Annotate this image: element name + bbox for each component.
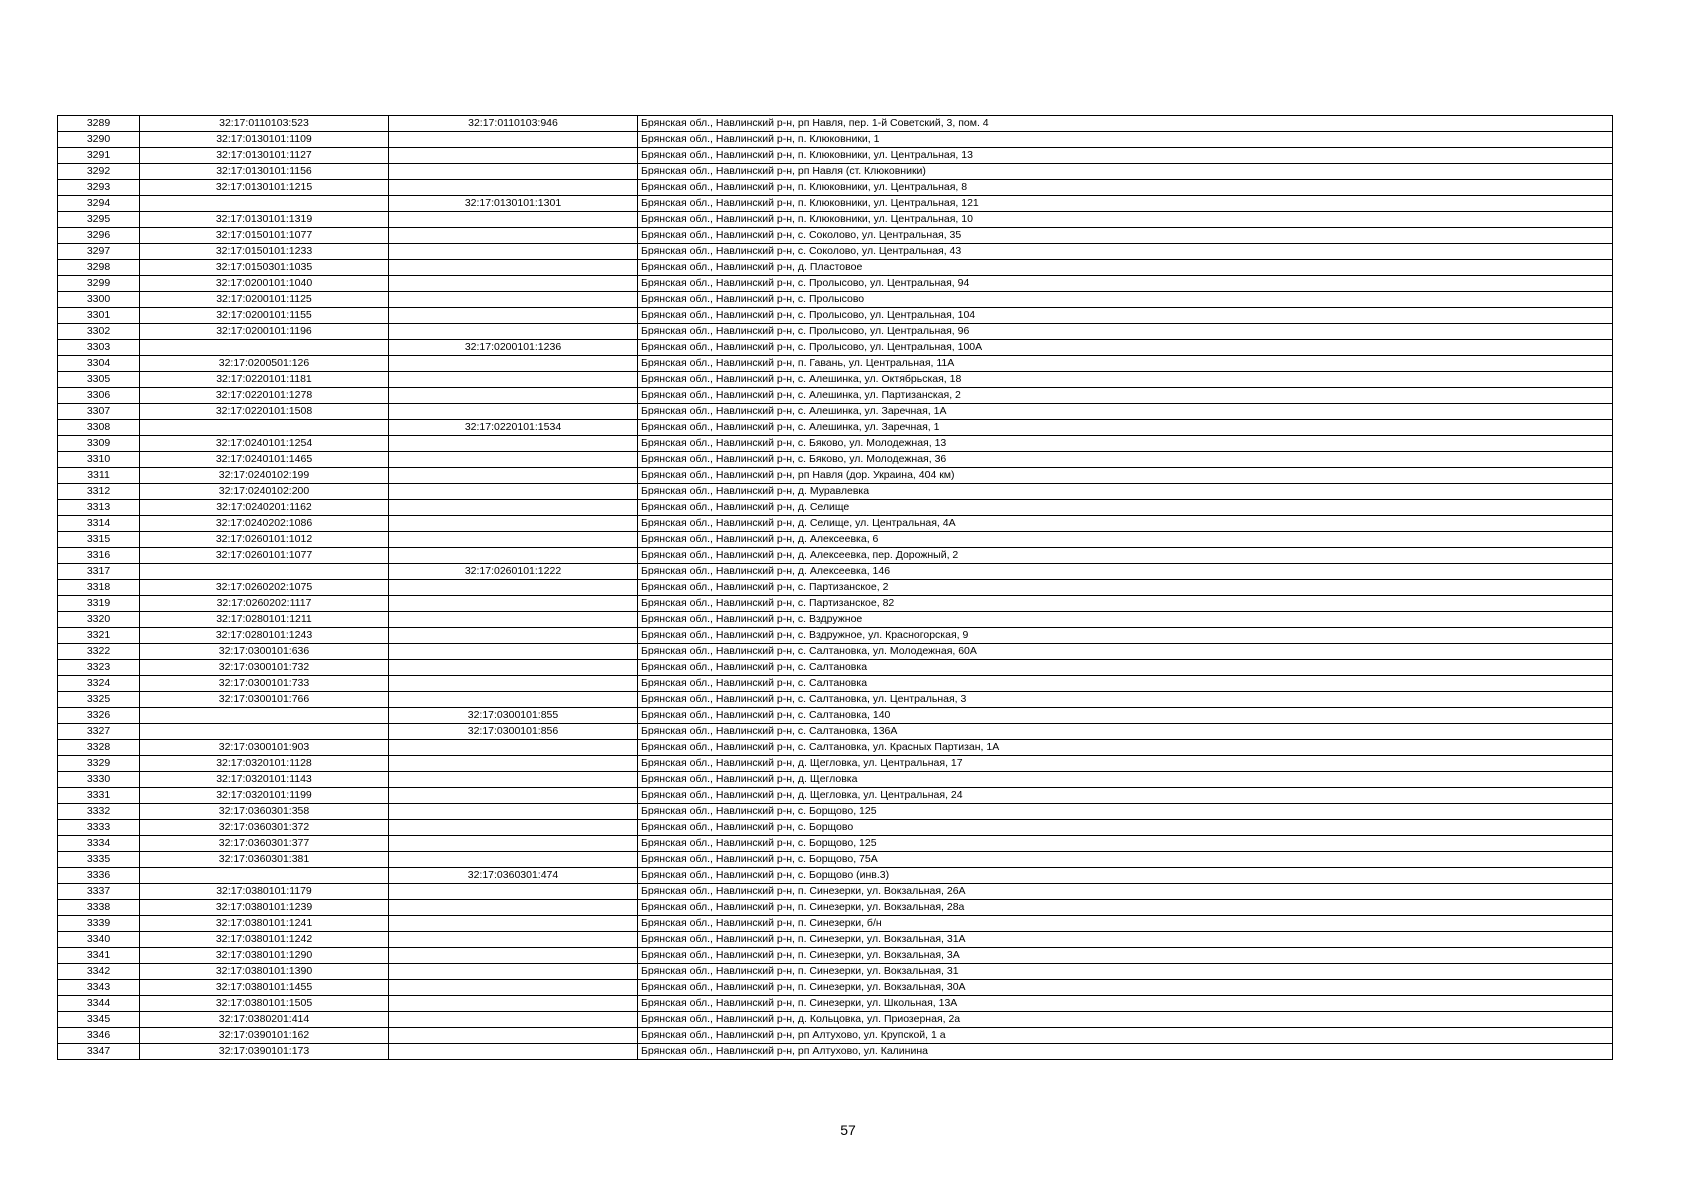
address-cell: Брянская обл., Навлинский р-н, с. Пролысово — [638, 292, 1613, 308]
row-number-cell: 3300 — [58, 292, 140, 308]
table-row — [58, 196, 1613, 212]
address-cell: Брянская обл., Навлинский р-н, д. Селище — [638, 500, 1613, 516]
linked-cadastral-number-cell — [389, 884, 638, 900]
table-row — [58, 1028, 1613, 1044]
linked-cadastral-number-cell — [389, 132, 638, 148]
table-row — [58, 596, 1613, 612]
row-number-cell: 3319 — [58, 596, 140, 612]
address-cell: Брянская обл., Навлинский р-н, п. Синезерки, б/н — [638, 916, 1613, 932]
address-cell: Брянская обл., Навлинский р-н, с. Пролысово, ул. Центральная, 96 — [638, 324, 1613, 340]
linked-cadastral-number-cell — [389, 804, 638, 820]
cadastral-number-cell: 32:17:0220101:1278 — [140, 388, 389, 404]
linked-cadastral-number-cell — [389, 788, 638, 804]
linked-cadastral-number-cell — [389, 1044, 638, 1060]
table-row — [58, 996, 1613, 1012]
table-row — [58, 932, 1613, 948]
table-row — [58, 964, 1613, 980]
row-number-cell: 3317 — [58, 564, 140, 580]
row-number-cell: 3339 — [58, 916, 140, 932]
cadastral-number-cell: 32:17:0220101:1181 — [140, 372, 389, 388]
cadastral-number-cell: 32:17:0380101:1242 — [140, 932, 389, 948]
address-cell: Брянская обл., Навлинский р-н, с. Салтановка, 140 — [638, 708, 1613, 724]
cadastral-number-cell: 32:17:0260101:1012 — [140, 532, 389, 548]
row-number-cell: 3324 — [58, 676, 140, 692]
table-row — [58, 564, 1613, 580]
address-cell: Брянская обл., Навлинский р-н, п. Синезерки, ул. Вокзальная, 30А — [638, 980, 1613, 996]
row-number-cell: 3307 — [58, 404, 140, 420]
cadastral-number-cell: 32:17:0360301:381 — [140, 852, 389, 868]
table-row — [58, 868, 1613, 884]
row-number-cell: 3329 — [58, 756, 140, 772]
cadastral-number-cell: 32:17:0320101:1143 — [140, 772, 389, 788]
table-row — [58, 356, 1613, 372]
linked-cadastral-number-cell — [389, 484, 638, 500]
row-number-cell: 3318 — [58, 580, 140, 596]
row-number-cell: 3330 — [58, 772, 140, 788]
cadastral-number-cell: 32:17:0200101:1125 — [140, 292, 389, 308]
row-number-cell: 3298 — [58, 260, 140, 276]
row-number-cell: 3304 — [58, 356, 140, 372]
table-row — [58, 212, 1613, 228]
table-row — [58, 548, 1613, 564]
table-row — [58, 260, 1613, 276]
address-cell: Брянская обл., Навлинский р-н, с. Алешинка, ул. Партизанская, 2 — [638, 388, 1613, 404]
linked-cadastral-number-cell: 32:17:0220101:1534 — [389, 420, 638, 436]
linked-cadastral-number-cell — [389, 740, 638, 756]
cadastral-number-cell: 32:17:0240102:200 — [140, 484, 389, 500]
table-row — [58, 340, 1613, 356]
row-number-cell: 3292 — [58, 164, 140, 180]
linked-cadastral-number-cell — [389, 852, 638, 868]
row-number-cell: 3291 — [58, 148, 140, 164]
address-cell: Брянская обл., Навлинский р-н, п. Клюковники, ул. Центральная, 10 — [638, 212, 1613, 228]
row-number-cell: 3306 — [58, 388, 140, 404]
linked-cadastral-number-cell — [389, 628, 638, 644]
cadastral-number-cell — [140, 420, 389, 436]
linked-cadastral-number-cell — [389, 148, 638, 164]
row-number-cell: 3338 — [58, 900, 140, 916]
row-number-cell: 3344 — [58, 996, 140, 1012]
linked-cadastral-number-cell — [389, 580, 638, 596]
linked-cadastral-number-cell: 32:17:0300101:855 — [389, 708, 638, 724]
row-number-cell: 3342 — [58, 964, 140, 980]
linked-cadastral-number-cell — [389, 468, 638, 484]
table-row — [58, 148, 1613, 164]
linked-cadastral-number-cell — [389, 948, 638, 964]
address-cell: Брянская обл., Навлинский р-н, с. Борщово — [638, 820, 1613, 836]
linked-cadastral-number-cell — [389, 532, 638, 548]
row-number-cell: 3302 — [58, 324, 140, 340]
table-row — [58, 244, 1613, 260]
address-cell: Брянская обл., Навлинский р-н, с. Алешинка, ул. Заречная, 1 — [638, 420, 1613, 436]
table-row — [58, 404, 1613, 420]
row-number-cell: 3328 — [58, 740, 140, 756]
address-cell: Брянская обл., Навлинский р-н, д. Алексеевка, 146 — [638, 564, 1613, 580]
linked-cadastral-number-cell — [389, 644, 638, 660]
table-row — [58, 164, 1613, 180]
row-number-cell: 3301 — [58, 308, 140, 324]
linked-cadastral-number-cell — [389, 244, 638, 260]
table-row — [58, 468, 1613, 484]
address-cell: Брянская обл., Навлинский р-н, рп Алтухово, ул. Крупской, 1 а — [638, 1028, 1613, 1044]
row-number-cell: 3341 — [58, 948, 140, 964]
table-row — [58, 980, 1613, 996]
linked-cadastral-number-cell — [389, 596, 638, 612]
cadastral-number-cell: 32:17:0360301:358 — [140, 804, 389, 820]
row-number-cell: 3335 — [58, 852, 140, 868]
linked-cadastral-number-cell — [389, 1012, 638, 1028]
table-row — [58, 116, 1613, 132]
address-cell: Брянская обл., Навлинский р-н, с. Вздружное, ул. Красногорская, 9 — [638, 628, 1613, 644]
cadastral-number-cell: 32:17:0200101:1040 — [140, 276, 389, 292]
cadastral-number-cell: 32:17:0220101:1508 — [140, 404, 389, 420]
linked-cadastral-number-cell — [389, 276, 638, 292]
linked-cadastral-number-cell: 32:17:0110103:946 — [389, 116, 638, 132]
address-cell: Брянская обл., Навлинский р-н, п. Синезерки, ул. Вокзальная, 28а — [638, 900, 1613, 916]
table-row — [58, 516, 1613, 532]
address-cell: Брянская обл., Навлинский р-н, д. Муравлевка — [638, 484, 1613, 500]
address-cell: Брянская обл., Навлинский р-н, с. Пролысово, ул. Центральная, 104 — [638, 308, 1613, 324]
cadastral-number-cell: 32:17:0280101:1243 — [140, 628, 389, 644]
linked-cadastral-number-cell: 32:17:0260101:1222 — [389, 564, 638, 580]
linked-cadastral-number-cell — [389, 356, 638, 372]
table-row — [58, 612, 1613, 628]
address-cell: Брянская обл., Навлинский р-н, с. Борщово (инв.3) — [638, 868, 1613, 884]
row-number-cell: 3308 — [58, 420, 140, 436]
row-number-cell: 3334 — [58, 836, 140, 852]
cadastral-number-cell: 32:17:0300101:733 — [140, 676, 389, 692]
table-row — [58, 628, 1613, 644]
row-number-cell: 3315 — [58, 532, 140, 548]
row-number-cell: 3327 — [58, 724, 140, 740]
table-row — [58, 436, 1613, 452]
row-number-cell: 3321 — [58, 628, 140, 644]
address-cell: Брянская обл., Навлинский р-н, с. Борщово, 125 — [638, 804, 1613, 820]
cadastral-number-cell: 32:17:0130101:1319 — [140, 212, 389, 228]
address-cell: Брянская обл., Навлинский р-н, д. Селище, ул. Центральная, 4А — [638, 516, 1613, 532]
document-page — [57, 115, 1612, 1060]
table-row — [58, 724, 1613, 740]
linked-cadastral-number-cell — [389, 228, 638, 244]
cadastral-number-cell: 32:17:0130101:1109 — [140, 132, 389, 148]
cadastral-number-cell: 32:17:0360301:377 — [140, 836, 389, 852]
table-body — [58, 116, 1613, 1060]
table-row — [58, 884, 1613, 900]
table-row — [58, 324, 1613, 340]
address-cell: Брянская обл., Навлинский р-н, п. Синезерки, ул. Вокзальная, 26А — [638, 884, 1613, 900]
address-cell: Брянская обл., Навлинский р-н, п. Синезерки, ул. Вокзальная, 3А — [638, 948, 1613, 964]
table-row — [58, 500, 1613, 516]
address-cell: Брянская обл., Навлинский р-н, д. Щегловка — [638, 772, 1613, 788]
linked-cadastral-number-cell: 32:17:0200101:1236 — [389, 340, 638, 356]
property-registry-table — [57, 115, 1613, 1060]
row-number-cell: 3325 — [58, 692, 140, 708]
linked-cadastral-number-cell — [389, 388, 638, 404]
address-cell: Брянская обл., Навлинский р-н, с. Борщово, 125 — [638, 836, 1613, 852]
address-cell: Брянская обл., Навлинский р-н, с. Бяково, ул. Молодежная, 36 — [638, 452, 1613, 468]
linked-cadastral-number-cell — [389, 692, 638, 708]
row-number-cell: 3311 — [58, 468, 140, 484]
address-cell: Брянская обл., Навлинский р-н, рп Навля, пер. 1-й Советский, 3, пом. 4 — [638, 116, 1613, 132]
cadastral-number-cell: 32:17:0300101:766 — [140, 692, 389, 708]
table-row — [58, 276, 1613, 292]
row-number-cell: 3332 — [58, 804, 140, 820]
cadastral-number-cell: 32:17:0240202:1086 — [140, 516, 389, 532]
table-row — [58, 1044, 1613, 1060]
table-row — [58, 788, 1613, 804]
linked-cadastral-number-cell — [389, 164, 638, 180]
linked-cadastral-number-cell — [389, 308, 638, 324]
cadastral-number-cell — [140, 564, 389, 580]
address-cell: Брянская обл., Навлинский р-н, с. Алешинка, ул. Октябрьская, 18 — [638, 372, 1613, 388]
row-number-cell: 3294 — [58, 196, 140, 212]
address-cell: Брянская обл., Навлинский р-н, с. Салтановка, ул. Центральная, 3 — [638, 692, 1613, 708]
cadastral-number-cell: 32:17:0300101:903 — [140, 740, 389, 756]
row-number-cell: 3310 — [58, 452, 140, 468]
cadastral-number-cell: 32:17:0260202:1075 — [140, 580, 389, 596]
cadastral-number-cell: 32:17:0200501:126 — [140, 356, 389, 372]
cadastral-number-cell: 32:17:0130101:1127 — [140, 148, 389, 164]
cadastral-number-cell — [140, 868, 389, 884]
address-cell: Брянская обл., Навлинский р-н, с. Салтановка — [638, 676, 1613, 692]
address-cell: Брянская обл., Навлинский р-н, рп Навля (дор. Украина, 404 км) — [638, 468, 1613, 484]
cadastral-number-cell: 32:17:0390101:173 — [140, 1044, 389, 1060]
cadastral-number-cell: 32:17:0260101:1077 — [140, 548, 389, 564]
row-number-cell: 3322 — [58, 644, 140, 660]
table-row — [58, 660, 1613, 676]
cadastral-number-cell: 32:17:0390101:162 — [140, 1028, 389, 1044]
linked-cadastral-number-cell: 32:17:0360301:474 — [389, 868, 638, 884]
cadastral-number-cell: 32:17:0380101:1179 — [140, 884, 389, 900]
address-cell: Брянская обл., Навлинский р-н, с. Соколово, ул. Центральная, 43 — [638, 244, 1613, 260]
table-row — [58, 228, 1613, 244]
cadastral-number-cell: 32:17:0320101:1128 — [140, 756, 389, 772]
address-cell: Брянская обл., Навлинский р-н, п. Клюковники, ул. Центральная, 121 — [638, 196, 1613, 212]
address-cell: Брянская обл., Навлинский р-н, с. Вздружное — [638, 612, 1613, 628]
address-cell: Брянская обл., Навлинский р-н, с. Салтановка, 136А — [638, 724, 1613, 740]
row-number-cell: 3309 — [58, 436, 140, 452]
linked-cadastral-number-cell: 32:17:0130101:1301 — [389, 196, 638, 212]
address-cell: Брянская обл., Навлинский р-н, д. Щегловка, ул. Центральная, 17 — [638, 756, 1613, 772]
table-row — [58, 532, 1613, 548]
address-cell: Брянская обл., Навлинский р-н, д. Кольцовка, ул. Приозерная, 2а — [638, 1012, 1613, 1028]
linked-cadastral-number-cell — [389, 436, 638, 452]
row-number-cell: 3326 — [58, 708, 140, 724]
cadastral-number-cell: 32:17:0320101:1199 — [140, 788, 389, 804]
address-cell: Брянская обл., Навлинский р-н, с. Партизанское, 82 — [638, 596, 1613, 612]
row-number-cell: 3297 — [58, 244, 140, 260]
cadastral-number-cell: 32:17:0240102:199 — [140, 468, 389, 484]
linked-cadastral-number-cell — [389, 1028, 638, 1044]
address-cell: Брянская обл., Навлинский р-н, п. Синезерки, ул. Вокзальная, 31А — [638, 932, 1613, 948]
row-number-cell: 3289 — [58, 116, 140, 132]
table-row — [58, 772, 1613, 788]
linked-cadastral-number-cell — [389, 772, 638, 788]
table-row — [58, 916, 1613, 932]
address-cell: Брянская обл., Навлинский р-н, с. Салтановка, ул. Молодежная, 60А — [638, 644, 1613, 660]
address-cell: Брянская обл., Навлинский р-н, с. Салтановка, ул. Красных Партизан, 1А — [638, 740, 1613, 756]
linked-cadastral-number-cell — [389, 676, 638, 692]
cadastral-number-cell: 32:17:0150101:1233 — [140, 244, 389, 260]
linked-cadastral-number-cell — [389, 964, 638, 980]
linked-cadastral-number-cell — [389, 900, 638, 916]
cadastral-number-cell: 32:17:0110103:523 — [140, 116, 389, 132]
cadastral-number-cell: 32:17:0150101:1077 — [140, 228, 389, 244]
row-number-cell: 3312 — [58, 484, 140, 500]
row-number-cell: 3336 — [58, 868, 140, 884]
table-row — [58, 676, 1613, 692]
cadastral-number-cell: 32:17:0300101:636 — [140, 644, 389, 660]
address-cell: Брянская обл., Навлинский р-н, с. Пролысово, ул. Центральная, 94 — [638, 276, 1613, 292]
table-row — [58, 740, 1613, 756]
cadastral-number-cell — [140, 196, 389, 212]
row-number-cell: 3293 — [58, 180, 140, 196]
row-number-cell: 3290 — [58, 132, 140, 148]
table-row — [58, 484, 1613, 500]
row-number-cell: 3331 — [58, 788, 140, 804]
table-row — [58, 452, 1613, 468]
row-number-cell: 3303 — [58, 340, 140, 356]
address-cell: Брянская обл., Навлинский р-н, с. Алешинка, ул. Заречная, 1А — [638, 404, 1613, 420]
page-number: 57 — [840, 1122, 856, 1138]
cadastral-number-cell: 32:17:0380101:1239 — [140, 900, 389, 916]
row-number-cell: 3345 — [58, 1012, 140, 1028]
linked-cadastral-number-cell — [389, 660, 638, 676]
linked-cadastral-number-cell — [389, 548, 638, 564]
cadastral-number-cell: 32:17:0130101:1156 — [140, 164, 389, 180]
address-cell: Брянская обл., Навлинский р-н, п. Гавань, ул. Центральная, 11А — [638, 356, 1613, 372]
address-cell: Брянская обл., Навлинский р-н, п. Клюковники, 1 — [638, 132, 1613, 148]
linked-cadastral-number-cell: 32:17:0300101:856 — [389, 724, 638, 740]
cadastral-number-cell — [140, 708, 389, 724]
linked-cadastral-number-cell — [389, 500, 638, 516]
row-number-cell: 3313 — [58, 500, 140, 516]
row-number-cell: 3314 — [58, 516, 140, 532]
linked-cadastral-number-cell — [389, 932, 638, 948]
cadastral-number-cell: 32:17:0280101:1211 — [140, 612, 389, 628]
cadastral-number-cell: 32:17:0380101:1505 — [140, 996, 389, 1012]
address-cell: Брянская обл., Навлинский р-н, с. Пролысово, ул. Центральная, 100А — [638, 340, 1613, 356]
cadastral-number-cell: 32:17:0380201:414 — [140, 1012, 389, 1028]
row-number-cell: 3296 — [58, 228, 140, 244]
address-cell: Брянская обл., Навлинский р-н, д. Алексеевка, пер. Дорожный, 2 — [638, 548, 1613, 564]
cadastral-number-cell: 32:17:0240201:1162 — [140, 500, 389, 516]
table-row — [58, 900, 1613, 916]
cadastral-number-cell: 32:17:0240101:1465 — [140, 452, 389, 468]
table-row — [58, 180, 1613, 196]
address-cell: Брянская обл., Навлинский р-н, п. Синезерки, ул. Школьная, 13А — [638, 996, 1613, 1012]
cadastral-number-cell: 32:17:0130101:1215 — [140, 180, 389, 196]
linked-cadastral-number-cell — [389, 916, 638, 932]
linked-cadastral-number-cell — [389, 372, 638, 388]
row-number-cell: 3316 — [58, 548, 140, 564]
row-number-cell: 3320 — [58, 612, 140, 628]
address-cell: Брянская обл., Навлинский р-н, с. Бяково, ул. Молодежная, 13 — [638, 436, 1613, 452]
row-number-cell: 3323 — [58, 660, 140, 676]
cadastral-number-cell: 32:17:0360301:372 — [140, 820, 389, 836]
linked-cadastral-number-cell — [389, 756, 638, 772]
row-number-cell: 3299 — [58, 276, 140, 292]
table-row — [58, 708, 1613, 724]
table-row — [58, 388, 1613, 404]
linked-cadastral-number-cell — [389, 516, 638, 532]
address-cell: Брянская обл., Навлинский р-н, д. Пластовое — [638, 260, 1613, 276]
address-cell: Брянская обл., Навлинский р-н, рп Алтухово, ул. Калинина — [638, 1044, 1613, 1060]
row-number-cell: 3295 — [58, 212, 140, 228]
linked-cadastral-number-cell — [389, 212, 638, 228]
cadastral-number-cell — [140, 724, 389, 740]
row-number-cell: 3305 — [58, 372, 140, 388]
cadastral-number-cell: 32:17:0200101:1155 — [140, 308, 389, 324]
address-cell: Брянская обл., Навлинский р-н, д. Щегловка, ул. Центральная, 24 — [638, 788, 1613, 804]
linked-cadastral-number-cell — [389, 980, 638, 996]
address-cell: Брянская обл., Навлинский р-н, рп Навля (ст. Клюковники) — [638, 164, 1613, 180]
table-row — [58, 372, 1613, 388]
table-row — [58, 852, 1613, 868]
address-cell: Брянская обл., Навлинский р-н, д. Алексеевка, 6 — [638, 532, 1613, 548]
table-row — [58, 756, 1613, 772]
row-number-cell: 3346 — [58, 1028, 140, 1044]
linked-cadastral-number-cell — [389, 452, 638, 468]
address-cell: Брянская обл., Навлинский р-н, с. Соколово, ул. Центральная, 35 — [638, 228, 1613, 244]
address-cell: Брянская обл., Навлинский р-н, п. Синезерки, ул. Вокзальная, 31 — [638, 964, 1613, 980]
table-row — [58, 644, 1613, 660]
address-cell: Брянская обл., Навлинский р-н, п. Клюковники, ул. Центральная, 8 — [638, 180, 1613, 196]
address-cell: Брянская обл., Навлинский р-н, с. Борщово, 75А — [638, 852, 1613, 868]
linked-cadastral-number-cell — [389, 180, 638, 196]
row-number-cell: 3343 — [58, 980, 140, 996]
table-row — [58, 420, 1613, 436]
linked-cadastral-number-cell — [389, 260, 638, 276]
linked-cadastral-number-cell — [389, 820, 638, 836]
address-cell: Брянская обл., Навлинский р-н, с. Партизанское, 2 — [638, 580, 1613, 596]
table-row — [58, 836, 1613, 852]
row-number-cell: 3333 — [58, 820, 140, 836]
cadastral-number-cell: 32:17:0150301:1035 — [140, 260, 389, 276]
cadastral-number-cell: 32:17:0240101:1254 — [140, 436, 389, 452]
linked-cadastral-number-cell — [389, 292, 638, 308]
cadastral-number-cell: 32:17:0260202:1117 — [140, 596, 389, 612]
address-cell: Брянская обл., Навлинский р-н, с. Салтановка — [638, 660, 1613, 676]
linked-cadastral-number-cell — [389, 996, 638, 1012]
row-number-cell: 3337 — [58, 884, 140, 900]
cadastral-number-cell: 32:17:0380101:1455 — [140, 980, 389, 996]
table-row — [58, 308, 1613, 324]
cadastral-number-cell: 32:17:0380101:1241 — [140, 916, 389, 932]
table-row — [58, 820, 1613, 836]
cadastral-number-cell: 32:17:0200101:1196 — [140, 324, 389, 340]
table-row — [58, 292, 1613, 308]
table-row — [58, 692, 1613, 708]
table-row — [58, 804, 1613, 820]
linked-cadastral-number-cell — [389, 324, 638, 340]
linked-cadastral-number-cell — [389, 612, 638, 628]
table-row — [58, 132, 1613, 148]
linked-cadastral-number-cell — [389, 404, 638, 420]
cadastral-number-cell: 32:17:0380101:1290 — [140, 948, 389, 964]
cadastral-number-cell: 32:17:0300101:732 — [140, 660, 389, 676]
table-row — [58, 580, 1613, 596]
row-number-cell: 3340 — [58, 932, 140, 948]
table-row — [58, 1012, 1613, 1028]
table-row — [58, 948, 1613, 964]
cadastral-number-cell: 32:17:0380101:1390 — [140, 964, 389, 980]
address-cell: Брянская обл., Навлинский р-н, п. Клюковники, ул. Центральная, 13 — [638, 148, 1613, 164]
cadastral-number-cell — [140, 340, 389, 356]
linked-cadastral-number-cell — [389, 836, 638, 852]
row-number-cell: 3347 — [58, 1044, 140, 1060]
